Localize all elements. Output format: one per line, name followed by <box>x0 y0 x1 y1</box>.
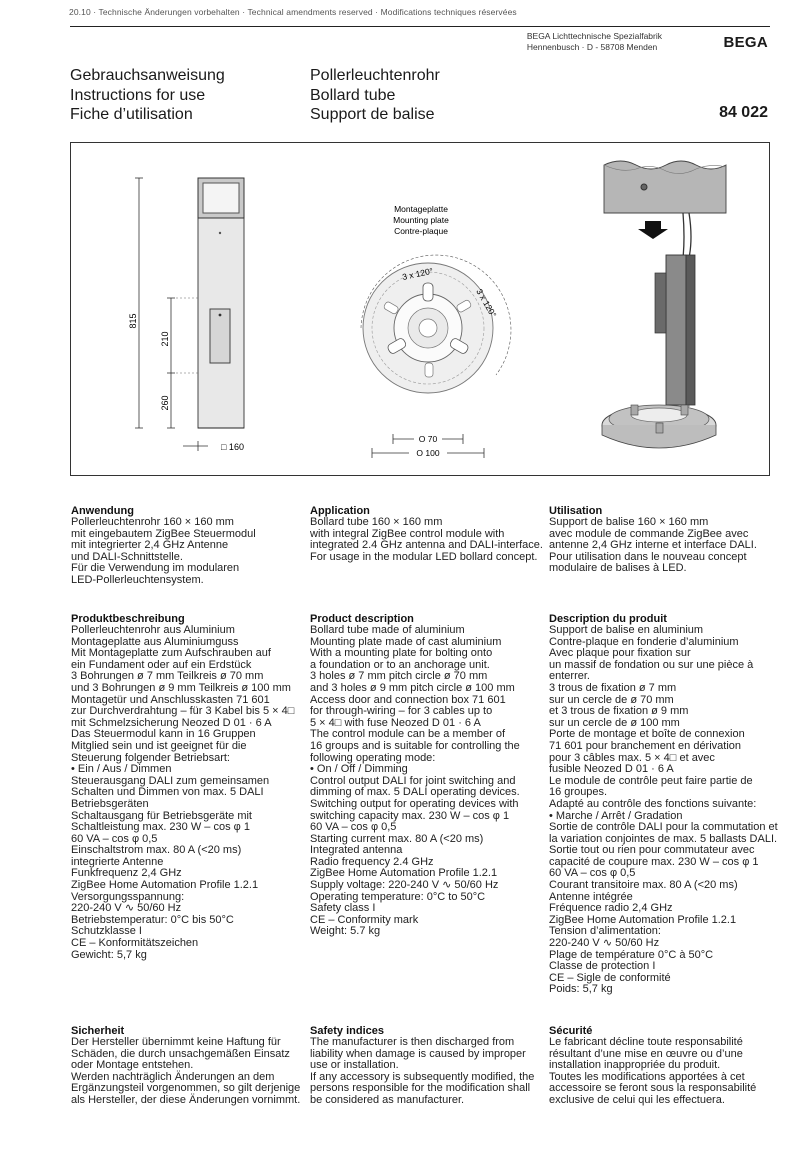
text-line: capacité de coupure max. 230 W – cos φ 1 <box>549 855 759 868</box>
text-line: Steuerausgang DALI zum gemeinsamen <box>71 774 270 787</box>
text-line: Betriebsgeräten <box>71 797 149 810</box>
text-line: Supply voltage: 220-240 V ∿ 50/60 Hz <box>310 879 499 892</box>
text-line: LED-Pollerleuchtensystem. <box>71 573 204 586</box>
text-line: a foundation or to an anchorage unit. <box>310 658 490 671</box>
text-line: Adapté au contrôle des fonctions suivante: <box>549 797 757 810</box>
text-line: 16 groupes. <box>549 786 608 799</box>
angle-label-left: 3 x 120° <box>401 265 435 282</box>
text-line: liability when damage is caused by improper <box>310 1047 526 1060</box>
text-line: Pollerleuchtenrohr aus Aluminium <box>71 624 235 636</box>
text-line: mit Schmelzsicherung Neozed D 01 · 6 A <box>71 716 272 729</box>
text-line: Sortie tout ou rien pour commutateur avec <box>549 844 755 857</box>
text-line: integrated 2.4 GHz antenna and DALI-interface. <box>310 539 543 552</box>
text-line: Contre-plaque en fonderie d’aluminium <box>549 635 739 648</box>
text-line: ZigBee Home Automation Profile 1.2.1 <box>549 913 737 926</box>
text-line: 60 VA – cos φ 0,5 <box>310 821 397 834</box>
text-line: Schaltleistung max. 230 W – cos φ 1 <box>71 821 250 834</box>
text-line: 16 groups and is suitable for controlling the <box>310 739 520 752</box>
application-en <box>310 505 546 563</box>
text-line: Safety class I <box>310 902 376 915</box>
text-line: installation inappropriée du produit. <box>549 1059 721 1072</box>
text-line: Mounting plate made of cast aluminium <box>310 635 502 648</box>
mounting-plate-label-en: Mounting plate <box>393 215 449 225</box>
text-line: Control output DALI for joint switching and <box>310 774 516 787</box>
document-titles <box>70 66 225 125</box>
text-line: Le module de contrôle peut faire partie de <box>549 774 753 787</box>
arrow-down-icon <box>638 221 668 239</box>
text-line: Plage de température 0°C à 50°C <box>549 948 714 961</box>
text-line: un massif de fondation ou sur une pièce à <box>549 658 754 671</box>
section-heading: Safety indices <box>310 1025 384 1037</box>
text-line: ZigBee Home Automation Profile 1.2.1 <box>71 879 259 892</box>
text-line: CE – Konformitätszeichen <box>71 937 199 950</box>
text-line: Das Steuermodul kann in 16 Gruppen <box>71 728 256 741</box>
text-line: zur Durchverdrahtung – für 3 Kabel bis 5 × 4□ <box>71 705 295 718</box>
text-line: Einschaltstrom max. 80 A (<20 ms) <box>71 844 242 857</box>
text-line: use or installation. <box>310 1059 399 1072</box>
manufacturer-name: BEGA Lichttechnische Spezialfabrik <box>526 31 662 41</box>
document-header <box>70 26 770 125</box>
doc-title-fr: Fiche d’utilisation <box>70 106 193 123</box>
text-line: Pour utilisation dans le nouveau concept <box>549 550 747 563</box>
text-line: ein Fundament oder auf ein Erdstück <box>71 658 252 671</box>
product-title-en: Bollard tube <box>310 86 396 104</box>
section-body <box>310 625 546 938</box>
text-line: with integral ZigBee control module with <box>310 527 505 540</box>
text-line: la variation conjointes de max. 5 ballasts DALI. <box>549 832 778 845</box>
article-number: 84 022 <box>719 104 768 121</box>
text-line: 220-240 V ∿ 50/60 Hz <box>71 902 182 915</box>
description-de <box>71 613 307 961</box>
text-line: Mit Montageplatte zum Aufschrauben auf <box>71 647 271 660</box>
section-body <box>549 1037 785 1107</box>
text-line: Toutes les modifications apportées à cet <box>549 1070 745 1083</box>
text-line: Montageplatte aus Aluminiumguss <box>71 635 239 648</box>
section-heading: Application <box>310 505 370 517</box>
text-line: The manufacturer is then discharged from <box>310 1036 515 1048</box>
text-line: CE – Conformity mark <box>310 913 419 926</box>
section-body <box>71 517 307 587</box>
section-heading: Sicherheit <box>71 1025 125 1037</box>
safety-de <box>71 1025 307 1107</box>
text-line: If any accessory is subsequently modified, the <box>310 1070 535 1083</box>
text-line: Weight: 5.7 kg <box>310 925 381 938</box>
text-line: switching capacity max. 230 W – cos φ 1 <box>310 809 510 822</box>
section-heading: Product description <box>310 613 414 625</box>
installation-exploded-drawing <box>602 161 726 448</box>
text-line: Betriebstemperatur: 0°C bis 50°C <box>71 913 234 926</box>
product-title-de: Pollerleuchtenrohr <box>310 67 440 84</box>
brand-logo: BEGA <box>723 34 768 51</box>
manufacturer-address <box>527 31 662 53</box>
text-line: for through-wiring – for 3 cables up to <box>310 705 493 718</box>
text-line: Für die Verwendung im modularen <box>71 562 240 575</box>
text-line: als Hersteller, der diese Änderungen vornimmt. <box>71 1093 301 1106</box>
text-line: und 3 Bohrungen ø 9 mm Teilkreis ø 100 mm <box>71 681 291 694</box>
text-line: Bollard tube made of aluminium <box>310 624 465 636</box>
text-line: Werden nachträglich Änderungen an dem <box>71 1070 275 1083</box>
text-line: Support de balise 160 × 160 mm <box>549 516 709 528</box>
section-body <box>310 1037 546 1107</box>
text-line: avec module de commande ZigBee avec <box>549 527 749 540</box>
mounting-plate-label-de: Montageplatte <box>394 204 448 214</box>
section-body <box>549 517 785 575</box>
text-line: oder Montage entstehen. <box>71 1059 194 1072</box>
doc-title-en: Instructions for use <box>70 86 206 104</box>
text-line: ZigBee Home Automation Profile 1.2.1 <box>310 867 498 880</box>
text-line: integrierte Antenne <box>71 855 164 868</box>
angle-label-right: 3 x 120° <box>474 287 499 320</box>
text-line: Avec plaque pour fixation sur <box>549 647 691 660</box>
dimension-815: 815 <box>128 313 138 329</box>
text-line: Steuerung folgender Betriebsart: <box>71 751 230 764</box>
safety-en <box>310 1025 546 1107</box>
application-de <box>71 505 307 587</box>
section-heading: Anwendung <box>71 505 134 517</box>
text-line: mit integrierter 2,4 GHz Antenne <box>71 539 229 552</box>
text-line: accessoire se feront sous la responsabilité <box>549 1082 757 1095</box>
text-line: Gewicht: 5,7 kg <box>71 948 147 961</box>
section-heading: Utilisation <box>549 505 603 517</box>
text-line: fusible Neozed D 01 · 6 A <box>549 763 674 776</box>
text-line: Antenne intégrée <box>549 890 633 903</box>
text-line: dimming of max. 5 DALI operating devices. <box>310 786 520 799</box>
product-title-fr: Support de balise <box>310 106 435 123</box>
text-line: CE – Sigle de conformité <box>549 971 671 984</box>
text-line: sur un cercle de ø 100 mm <box>549 716 680 729</box>
text-line: enterrer. <box>549 670 590 683</box>
text-line: following operating mode: <box>310 751 436 764</box>
text-line: modulaire de balises à LED. <box>549 562 687 575</box>
text-line: 3 holes ø 7 mm pitch circle ø 70 mm <box>310 670 488 683</box>
text-line: et 3 trous de fixation ø 9 mm <box>549 705 689 718</box>
text-line: 60 VA – cos φ 0,5 <box>549 867 636 880</box>
text-line: Switching output for operating devices with <box>310 797 519 810</box>
section-heading: Sécurité <box>549 1025 593 1037</box>
text-line: Der Hersteller übernimmt keine Haftung für <box>71 1036 281 1048</box>
text-line: Funkfrequenz 2,4 GHz <box>71 867 182 880</box>
section-body <box>310 517 546 563</box>
text-line: antenne 2,4 GHz interne et interface DALI. <box>549 539 757 552</box>
description-en <box>310 613 546 938</box>
technical-drawing <box>71 143 769 475</box>
text-line: Starting current max. 80 A (<20 ms) <box>310 832 484 845</box>
section-body <box>71 625 307 961</box>
text-line: Courant transitoire max. 80 A (<20 ms) <box>549 879 738 892</box>
text-line: Fréquence radio 2,4 GHz <box>549 902 673 915</box>
text-line: 3 trous de fixation ø 7 mm <box>549 681 677 694</box>
text-line: Versorgungsspannung: <box>71 890 185 903</box>
text-line: exclusive de celui qui les effectuera. <box>549 1093 725 1106</box>
safety-fr <box>549 1025 785 1107</box>
text-line: Le fabricant décline toute responsabilité <box>549 1036 743 1048</box>
bollard-elevation-drawing <box>135 178 261 451</box>
description-fr <box>549 613 785 996</box>
text-line: Support de balise en aluminium <box>549 624 704 636</box>
text-line: Schäden, die durch unsachgemäßen Einsatz <box>71 1047 290 1060</box>
text-line: With a mounting plate for bolting onto <box>310 647 493 660</box>
text-line: persons responsible for the modification shall <box>310 1082 531 1095</box>
text-line: The control module can be a member of <box>310 728 506 741</box>
text-line: • On / Off / Dimming <box>310 763 408 776</box>
text-line: sur un cercle de ø 70 mm <box>549 693 674 706</box>
section-body <box>549 625 785 996</box>
text-line: Tension d’alimentation: <box>549 925 661 938</box>
text-line: 60 VA – cos φ 0,5 <box>71 832 158 845</box>
text-line: Porte de montage et boîte de connexion <box>549 728 745 741</box>
text-line: Schutzklasse I <box>71 925 142 938</box>
text-line: Bollard tube 160 × 160 mm <box>310 516 443 528</box>
text-line: 3 Bohrungen ø 7 mm Teilkreis ø 70 mm <box>71 670 264 683</box>
text-line: Ergänzungsteil vorgenommen, so gilt derjenige <box>71 1082 301 1095</box>
text-line: be considered as manufacturer. <box>310 1093 465 1106</box>
application-fr <box>549 505 785 575</box>
technical-drawing-panel <box>70 142 770 476</box>
diameter-70: O 70 <box>418 434 438 444</box>
text-line: • Ein / Aus / Dimmen <box>71 763 172 776</box>
section-heading: Produktbeschreibung <box>71 613 185 625</box>
text-line: Pollerleuchtenrohr 160 × 160 mm <box>71 516 234 528</box>
mounting-plate-plan-drawing <box>361 255 511 458</box>
dimension-260: 260 <box>160 395 170 411</box>
text-line: • Marche / Arrêt / Gradation <box>549 809 683 822</box>
product-titles <box>310 66 440 125</box>
revision-note: 20.10 · Technische Änderungen vorbehalten · Technical amendments reserved · Modifications techniques réservées <box>69 7 517 17</box>
text-line: and 3 holes ø 9 mm pitch circle ø 100 mm <box>310 681 515 694</box>
text-line: 71 601 pour branchement en dérivation <box>549 739 742 752</box>
text-line: Montagetür und Anschlusskasten 71 601 <box>71 693 270 706</box>
text-line: Schalten und Dimmen von max. 5 DALI <box>71 786 264 799</box>
text-line: 220-240 V ∿ 50/60 Hz <box>549 937 660 950</box>
diameter-100: O 100 <box>416 448 440 458</box>
section-body <box>71 1037 307 1107</box>
section-heading: Description du produit <box>549 613 667 625</box>
text-line: Schaltausgang für Betriebsgeräte mit <box>71 809 252 822</box>
mounting-plate-label-fr: Contre-plaque <box>394 226 448 236</box>
text-line: und DALI-Schnittstelle. <box>71 550 183 563</box>
dimension-160: □ 160 <box>221 442 244 452</box>
text-line: mit eingebautem ZigBee Steuermodul <box>71 527 256 540</box>
text-line: Radio frequency 2.4 GHz <box>310 855 434 868</box>
text-line: 5 × 4□ with fuse Neozed D 01 · 6 A <box>310 716 481 729</box>
text-line: Operating temperature: 0°C to 50°C <box>310 890 486 903</box>
text-line: résultant d’une mise en œuvre ou d’une <box>549 1047 743 1060</box>
manufacturer-location: Hennenbusch · D - 58708 Menden <box>526 42 658 52</box>
doc-title-de: Gebrauchsanweisung <box>70 67 225 84</box>
text-line: For usage in the modular LED bollard concept. <box>310 550 538 563</box>
dimension-210: 210 <box>160 331 170 347</box>
text-line: Mitglied sein und ist geeignet für die <box>71 739 247 752</box>
text-line: pour 3 câbles max. 5 × 4□ et avec <box>549 751 715 764</box>
text-line: Sortie de contrôle DALI pour la commutation et <box>549 821 778 834</box>
text-line: Integrated antenna <box>310 844 403 857</box>
text-line: Classe de protection I <box>549 960 656 973</box>
text-line: Access door and connection box 71 601 <box>310 693 506 706</box>
text-line: Poids: 5,7 kg <box>549 983 613 996</box>
